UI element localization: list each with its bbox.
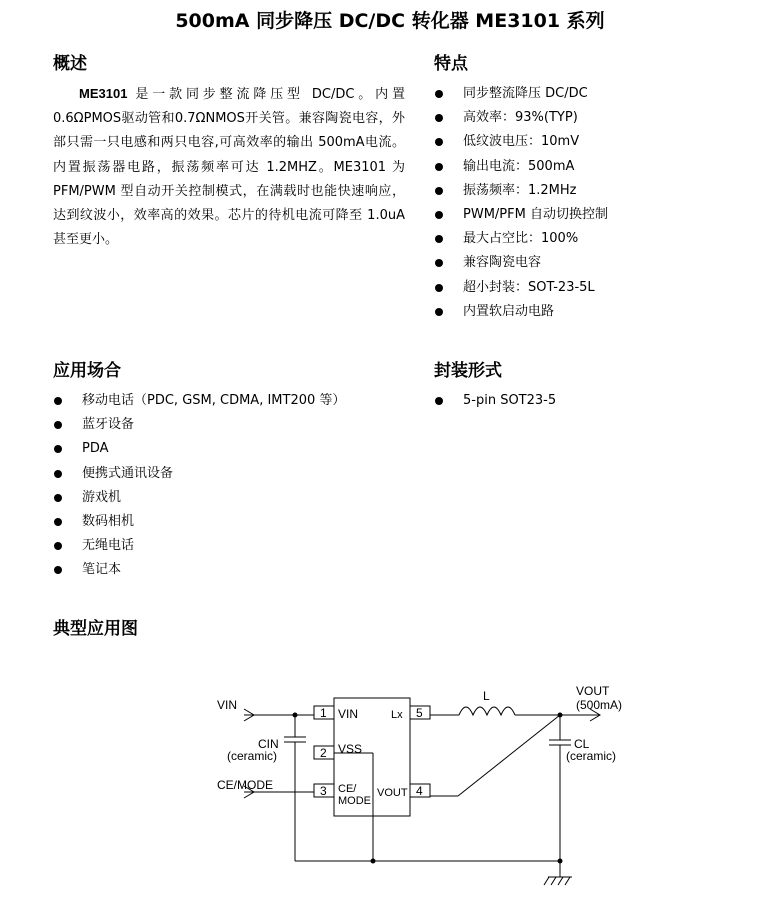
pin5-name: Lx [391, 709, 403, 721]
list-item: 兼容陶瓷电容 [434, 251, 608, 275]
overview-heading: 概述 [53, 54, 87, 74]
list-item: 振荡频率：1.2MHz [434, 179, 608, 203]
inductor-label: L [483, 689, 490, 703]
list-item: 低纹波电压：10mV [434, 130, 608, 154]
vin-label: VIN [217, 698, 238, 712]
list-item: 游戏机 [53, 486, 345, 510]
list-item: 无绳电话 [53, 534, 345, 558]
pin2-name: VSS [338, 742, 363, 756]
cin-label: CIN [258, 737, 279, 751]
list-item: 输出电流：500mA [434, 155, 608, 179]
features-heading: 特点 [434, 54, 468, 74]
typical-heading: 典型应用图 [53, 619, 138, 639]
list-item: PDA [53, 437, 345, 461]
pin3-number: 3 [320, 784, 327, 798]
list-item: 5-pin SOT23-5 [434, 389, 556, 413]
list-item: PWM/PFM 自动切换控制 [434, 203, 608, 227]
package-heading: 封装形式 [434, 361, 502, 381]
pin5-number: 5 [416, 706, 423, 720]
applications-heading: 应用场合 [53, 361, 121, 381]
cl-label: CL [574, 737, 590, 751]
list-item: 蓝牙设备 [53, 413, 345, 437]
list-item: 内置软启动电路 [434, 300, 608, 324]
pin3-name-a: CE/ [338, 783, 357, 795]
vout-label: VOUT [576, 684, 610, 698]
cin-type-label: (ceramic) [227, 749, 277, 763]
pin2-number: 2 [320, 746, 327, 760]
list-item: 同步整流降压 DC/DC [434, 82, 608, 106]
vout-current-label: (500mA) [576, 698, 623, 712]
pin4-name: VOUT [377, 787, 408, 799]
pin3-name-b: MODE [338, 795, 371, 807]
list-item: 最大占空比：100% [434, 227, 608, 251]
list-item: 笔记本 [53, 558, 345, 582]
list-item: 高效率：93%(TYP) [434, 106, 608, 130]
cl-type-label: (ceramic) [566, 749, 616, 763]
pin4-number: 4 [416, 784, 423, 798]
list-item: 便携式通讯设备 [53, 462, 345, 486]
overview-lead: ME3101 [79, 86, 128, 101]
ce-mode-label: CE/MODE [217, 778, 274, 792]
pin1-name: VIN [338, 707, 359, 721]
list-item: 超小封装：SOT-23-5L [434, 276, 608, 300]
inductor-coil [459, 707, 515, 715]
page-title: 500mA 同步降压 DC/DC 转化器 ME3101 系列 [175, 10, 605, 32]
list-item: 移动电话（PDC, GSM, CDMA, IMT200 等） [53, 389, 345, 413]
pin1-number: 1 [320, 706, 327, 720]
list-item: 数码相机 [53, 510, 345, 534]
overview-text: 是一款同步整流降压型 DC/DC。内置0.6ΩPMOS驱动管和0.7ΩNMOS开关管。兼容陶瓷电容，外部只需一只电感和两只电容,可高效率的输出 500mA电流。内置振荡器电路，振荡频率可达 1.2MHZ。ME3101 为 PFM/PWM 型自动开关控制模式，在满载时也能快速响应，达到纹波小，效率高的效果。芯片的待机电流可降至 1.0uA 甚至更小。 [53, 87, 405, 248]
